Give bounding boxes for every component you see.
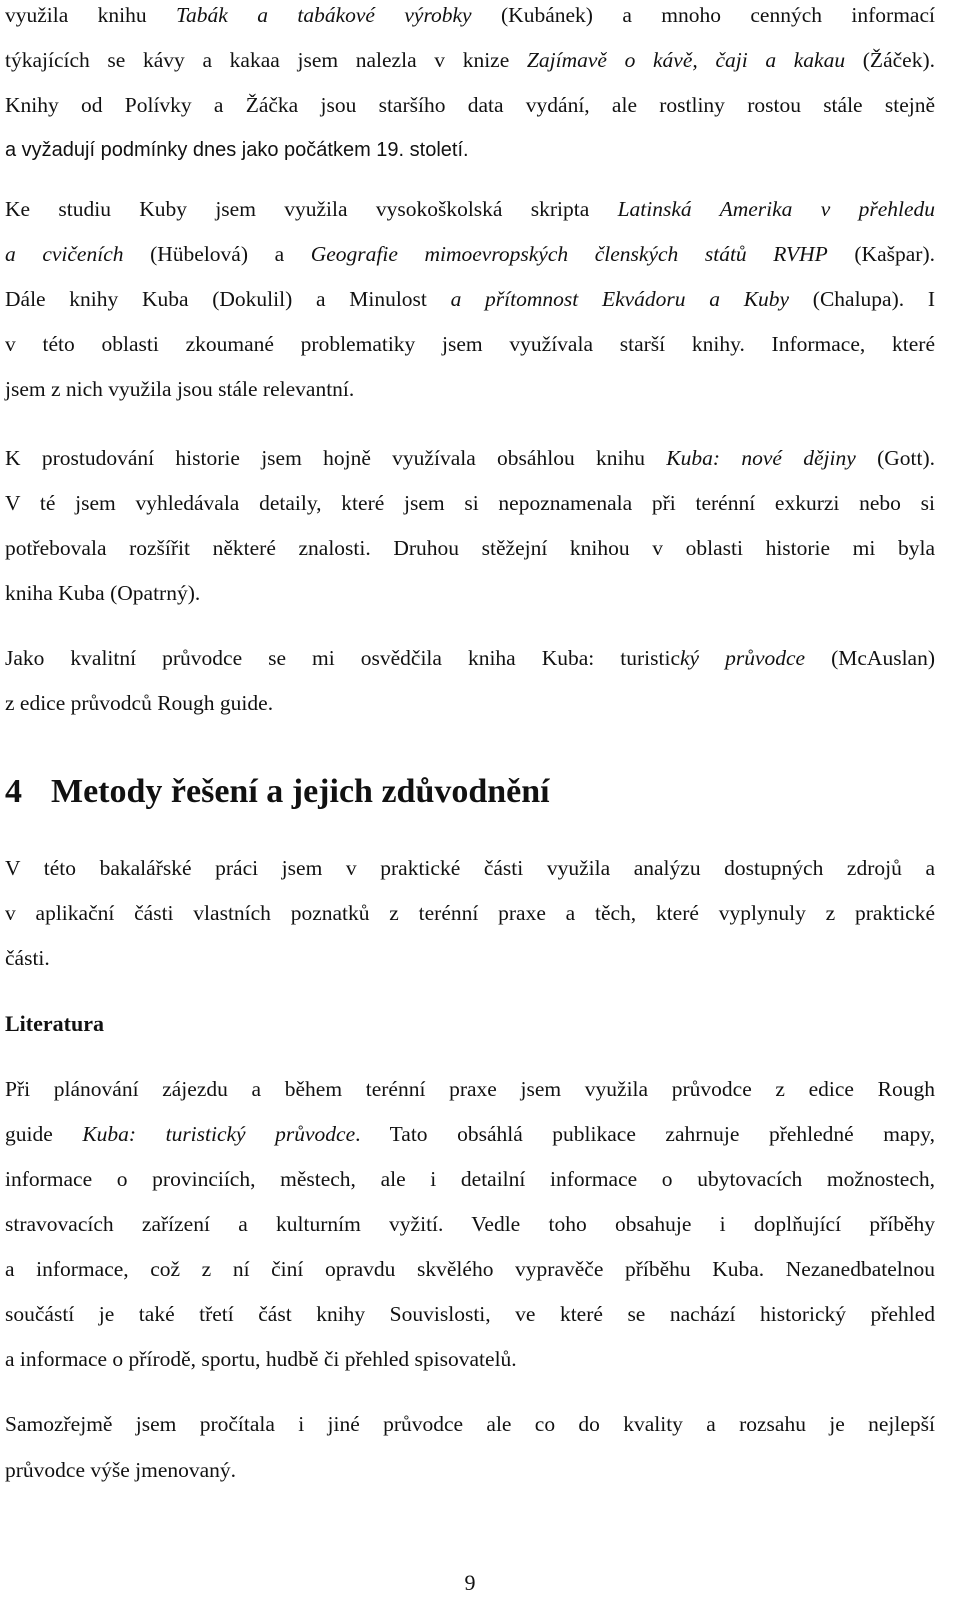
text-run: K prostudování historie jsem hojně využívala obsáhlou knihu bbox=[5, 446, 667, 470]
text-run: týkajících se kávy a kakaa jsem nalezla v knize bbox=[5, 48, 527, 72]
text-line bbox=[5, 1074, 935, 1104]
text-run: a vyžadují podmínky dnes jako počátkem 19. století. bbox=[5, 139, 469, 161]
text-line bbox=[5, 1254, 935, 1284]
text-line bbox=[5, 443, 935, 473]
chapter-title: Metody řešení a jejich zdůvodnění bbox=[51, 773, 550, 810]
text-line bbox=[5, 943, 935, 973]
text-line bbox=[5, 1164, 935, 1194]
text-line bbox=[5, 533, 935, 563]
text-line bbox=[5, 643, 935, 673]
italic-title: Kuba: nové dějiny bbox=[666, 446, 856, 470]
text-line bbox=[5, 239, 935, 269]
text-run: (Kašpar). bbox=[827, 242, 935, 266]
italic-title: a přítomnost Ekvádoru a Kuby bbox=[450, 287, 790, 311]
text-line bbox=[5, 578, 935, 608]
text-run: součástí je také třetí část knihy Souvislosti, ve které se nachází historický přehled bbox=[5, 1302, 935, 1326]
text-run: z edice průvodců Rough guide. bbox=[5, 691, 274, 715]
text-run: a informace, což z ní činí opravdu skvělého vypravěče příběhu Kuba. Nezanedbatelnou bbox=[5, 1257, 935, 1281]
text-line bbox=[5, 0, 935, 30]
italic-title: ký průvodce bbox=[680, 646, 806, 670]
text-line bbox=[5, 1409, 935, 1439]
text-run: V této bakalářské práci jsem v praktické části využila analýzu dostupných zdrojů a bbox=[5, 856, 935, 880]
text-run: v této oblasti zkoumané problematiky jsem využívala starší knihy. Informace, které bbox=[5, 332, 935, 356]
text-line bbox=[5, 134, 935, 165]
text-line bbox=[5, 374, 935, 404]
text-run: využila knihu bbox=[5, 3, 177, 27]
text-line bbox=[5, 898, 935, 928]
text-run: potřebovala rozšířit některé znalosti. Druhou stěžejní knihou v oblasti historie mi byla bbox=[5, 536, 935, 560]
text-run: kniha Kuba (Opatrný). bbox=[5, 581, 201, 605]
text-run: (Hübelová) a bbox=[123, 242, 311, 266]
section-heading-literatura: Literatura bbox=[5, 1011, 104, 1036]
italic-title: Latinská Amerika v přehledu bbox=[617, 197, 935, 221]
text-line bbox=[5, 1119, 935, 1149]
text-run: (McAuslan) bbox=[805, 646, 935, 670]
text-line bbox=[5, 1299, 935, 1329]
italic-title: Zajímavě o kávě, čaji a kakau bbox=[526, 48, 846, 72]
text-line bbox=[5, 1455, 935, 1485]
text-run: (Chalupa). I bbox=[789, 287, 935, 311]
text-line bbox=[5, 45, 935, 75]
text-run: Knihy od Polívky a Žáčka jsou staršího data vydání, ale rostliny rostou stále stejně bbox=[5, 93, 935, 117]
text-line bbox=[5, 688, 935, 718]
text-line bbox=[5, 488, 935, 518]
text-line bbox=[5, 284, 935, 314]
text-line bbox=[5, 90, 935, 120]
chapter-heading bbox=[5, 770, 550, 814]
text-run: (Žáček). bbox=[845, 48, 935, 72]
text-run: a informace o přírodě, sportu, hudbě či přehled spisovatelů. bbox=[5, 1347, 517, 1371]
text-line bbox=[5, 1209, 935, 1239]
text-run: (Gott). bbox=[855, 446, 935, 470]
text-run: (Kubánek) a mnoho cenných informací bbox=[471, 3, 935, 27]
text-run: informace o provinciích, městech, ale i detailní informace o ubytovacích možnostech, bbox=[5, 1167, 935, 1191]
italic-title: Geografie mimoevropských členských států RVHP bbox=[310, 242, 828, 266]
text-run: Dále knihy Kuba (Dokulil) a Minulost bbox=[5, 287, 451, 311]
text-run: guide bbox=[5, 1122, 83, 1146]
text-run: . Tato obsáhlá publikace zahrnuje přehledné mapy, bbox=[355, 1122, 935, 1146]
text-run: Samozřejmě jsem pročítala i jiné průvodce ale co do kvality a rozsahu je nejlepší bbox=[5, 1412, 935, 1436]
text-run: v aplikační části vlastních poznatků z terénní praxe a těch, které vyplynuly z praktické bbox=[5, 901, 935, 925]
text-run: Ke studiu Kuby jsem využila vysokoškolská skripta bbox=[5, 197, 618, 221]
text-run: jsem z nich využila jsou stále relevantní. bbox=[5, 377, 355, 401]
text-line bbox=[5, 853, 935, 883]
text-run: Jako kvalitní průvodce se mi osvědčila kniha Kuba: turistic bbox=[5, 646, 680, 670]
text-line bbox=[5, 329, 935, 359]
chapter-number: 4 bbox=[5, 773, 22, 810]
text-run: Při plánování zájezdu a během terénní praxe jsem využila průvodce z edice Rough bbox=[5, 1077, 935, 1101]
text-run: části. bbox=[5, 946, 50, 970]
italic-title: a cvičeních bbox=[5, 242, 124, 266]
page-number: 9 bbox=[464, 1570, 476, 1595]
text-line bbox=[5, 1344, 935, 1374]
text-run: průvodce výše jmenovaný. bbox=[5, 1458, 237, 1482]
text-run: stravovacích zařízení a kulturním vyžití. Vedle toho obsahuje i doplňující příběhy bbox=[5, 1212, 935, 1236]
italic-title: Tabák a tabákové výrobky bbox=[176, 3, 472, 27]
italic-title: Kuba: turistický průvodce bbox=[82, 1122, 356, 1146]
text-run: V té jsem vyhledávala detaily, které jsem si nepoznamenala při terénní exkurzi nebo si bbox=[5, 491, 935, 515]
text-line bbox=[5, 194, 935, 224]
